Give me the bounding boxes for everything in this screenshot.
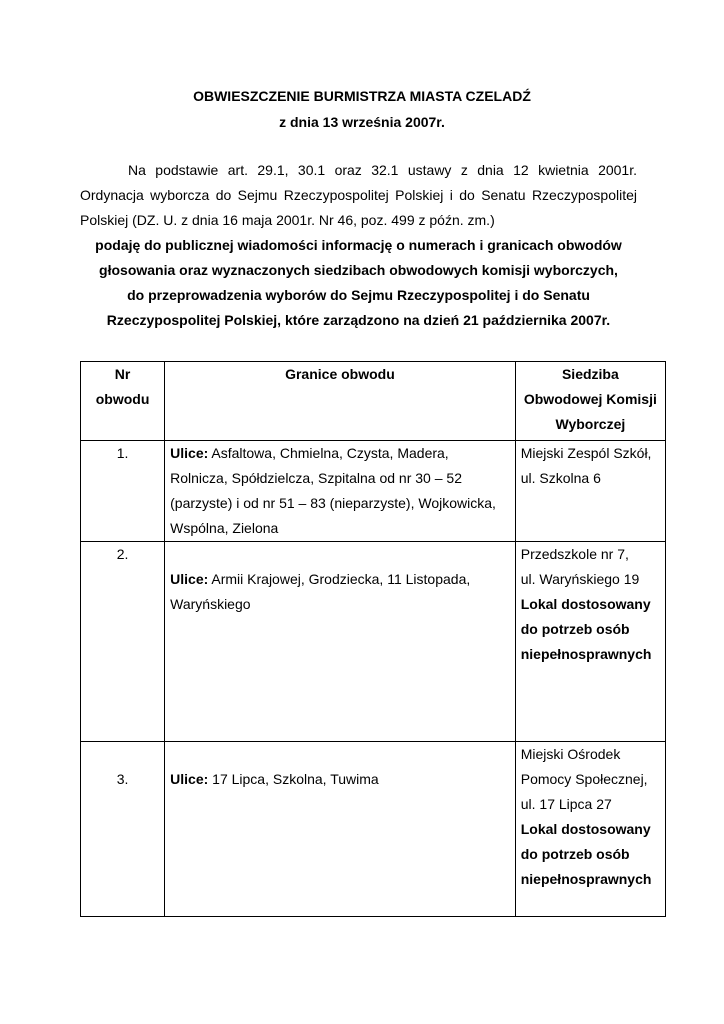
- table-row: [81, 542, 666, 742]
- row-siedziba: [515, 441, 665, 542]
- table-row: [81, 441, 666, 542]
- header-nr: [81, 362, 165, 441]
- header-granice: Granice obwodu: [165, 362, 516, 441]
- siedziba-line: ul. Szkolna 6: [520, 470, 601, 486]
- accessibility-line: Lokal dostosowany: [520, 821, 651, 837]
- siedziba-line: ul. 17 Lipca 27: [520, 796, 612, 812]
- intro-bold-statement: [80, 233, 637, 333]
- siedziba-line: Miejski Ośrodek: [520, 746, 621, 762]
- intro-bold-line: do przeprowadzenia wyborów do Sejmu Rzeczypospolitej i do Senatu: [127, 287, 590, 303]
- row-siedziba: [515, 542, 665, 742]
- streets-label: Ulice:: [170, 571, 209, 587]
- row-siedziba: [515, 742, 665, 917]
- header-siedziba: [515, 362, 665, 441]
- streets-list: Armii Krajowej, Grodziecka, 11 Listopada, Waryńskiego: [170, 571, 471, 612]
- accessibility-line: niepełnosprawnych: [520, 646, 652, 662]
- accessibility-line: do potrzeb osób: [520, 621, 630, 637]
- row-nr: 3.: [81, 742, 165, 917]
- row-granice: [165, 441, 516, 542]
- header-nr-line: Nr: [114, 366, 131, 382]
- siedziba-line: Pomocy Społecznej,: [520, 771, 648, 787]
- table-row: [81, 742, 666, 917]
- header-nr-line: obwodu: [95, 391, 150, 407]
- table-header-row: [81, 362, 666, 441]
- intro-paragraph: Na podstawie art. 29.1, 30.1 oraz 32.1 ustawy z dnia 12 kwietnia 2001r. Ordynacja wyborcza do Sejmu Rzeczypospolitej Polskiej i do Senatu Rzeczypospolitej Polskiej (DZ. U. z dnia 16 maja 2001r. Nr 46, poz. 499 z późn. zm.): [80, 162, 637, 228]
- streets-label: Ulice:: [170, 771, 209, 787]
- streets-label: Ulice:: [170, 445, 209, 461]
- document-title: OBWIESZCZENIE BURMISTRZA MIASTA CZELADŹ: [193, 88, 531, 104]
- header-siedziba-line: Wyborczej: [555, 416, 626, 432]
- row-granice: [165, 742, 516, 917]
- row-nr: 2.: [81, 542, 165, 742]
- document-date: z dnia 13 września 2007r.: [279, 114, 445, 130]
- accessibility-line: niepełnosprawnych: [520, 871, 652, 887]
- siedziba-line: Miejski Zespól Szkół,: [520, 445, 652, 461]
- intro-section: [80, 158, 637, 333]
- row-granice: [165, 542, 516, 742]
- intro-bold-line: podaję do publicznej wiadomości informację o numerach i granicach obwodów: [95, 237, 622, 253]
- header-siedziba-line: Siedziba: [561, 366, 619, 382]
- districts-table: [80, 361, 666, 917]
- row-nr: 1.: [81, 441, 165, 542]
- header-siedziba-line: Obwodowej Komisji: [523, 391, 657, 407]
- streets-list: 17 Lipca, Szkolna, Tuwima: [208, 771, 379, 787]
- streets-list: Asfaltowa, Chmielna, Czysta, Madera, Rolnicza, Spółdzielcza, Szpitalna od nr 30 – 52 (parzyste) i od nr 51 – 83 (nieparzyste), Wojkowicka, Wspólna, Zielona: [170, 445, 496, 536]
- accessibility-line: do potrzeb osób: [520, 846, 630, 862]
- siedziba-line: ul. Waryńskiego 19: [520, 571, 640, 587]
- intro-bold-line: Rzeczypospolitej Polskiej, które zarządzono na dzień 21 października 2007r.: [106, 312, 611, 328]
- siedziba-line: Przedszkole nr 7,: [520, 546, 629, 562]
- accessibility-line: Lokal dostosowany: [520, 596, 651, 612]
- intro-bold-line: głosowania oraz wyznaczonych siedzibach obwodowych komisji wyborczych,: [99, 262, 618, 278]
